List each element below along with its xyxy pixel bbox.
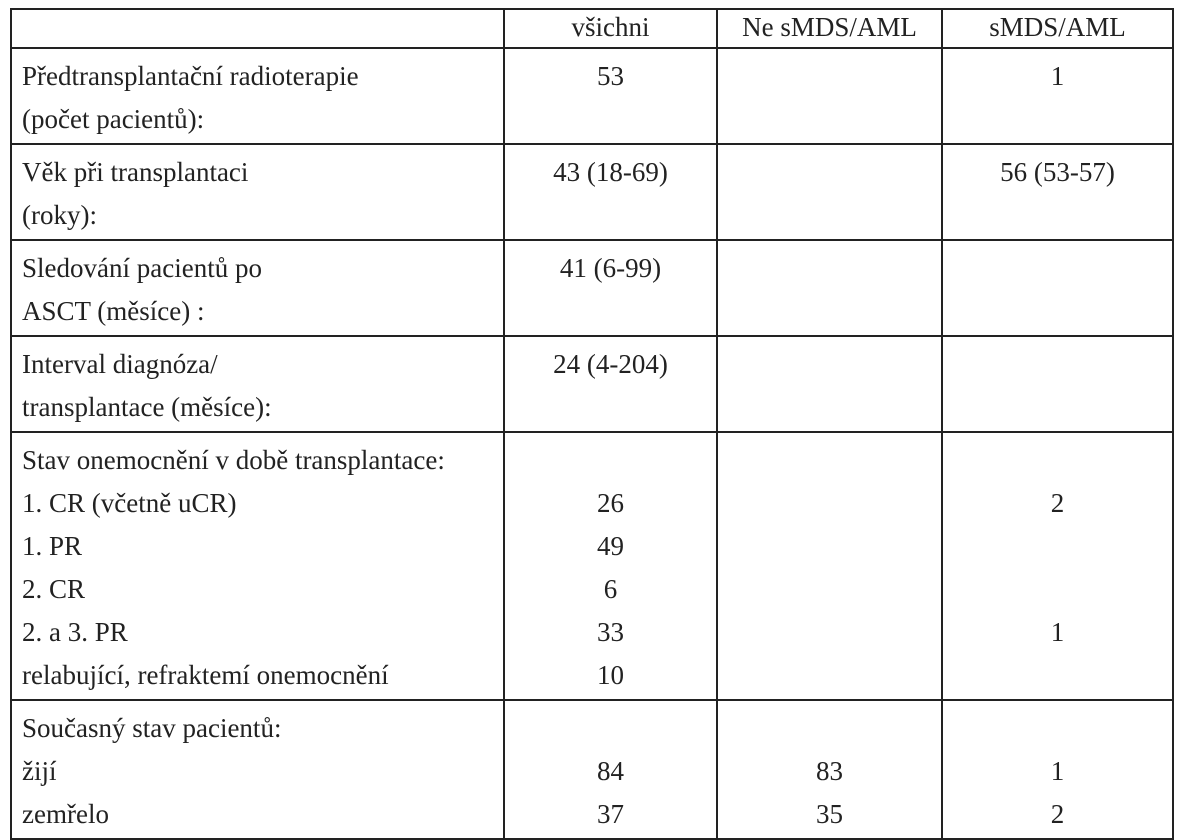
row-label-cell: [11, 432, 504, 700]
header-cell-smds-aml: sMDS/AML: [942, 9, 1173, 48]
value-line: [718, 611, 941, 654]
value-cell-smds-aml: [942, 700, 1173, 839]
table-row: [11, 240, 1173, 336]
value-line: [718, 439, 941, 482]
row-label-line: Sledování pacientů po: [22, 253, 262, 283]
value-line: [718, 194, 941, 237]
row-label-line: relabující, refraktemí onemocnění: [22, 660, 389, 690]
row-label-line: Věk při transplantaci: [22, 157, 249, 187]
value-line: 33: [597, 617, 624, 647]
table-row: [11, 432, 1173, 700]
value-line: [505, 98, 716, 141]
header-cell-ne-smds-aml: Ne sMDS/AML: [717, 9, 942, 48]
row-label-line: 1. CR (včetně uCR): [22, 488, 237, 518]
value-line: [718, 707, 941, 750]
row-label-line: (počet pacientů):: [22, 104, 205, 134]
value-line: [505, 439, 716, 482]
value-line: [718, 482, 941, 525]
row-label-line: ASCT (měsíce) :: [22, 296, 205, 326]
value-cell-vsichni: [504, 336, 717, 432]
value-cell-ne-smds-aml: [717, 144, 942, 240]
value-line: 2: [1050, 799, 1065, 829]
value-line: [505, 194, 716, 237]
value-cell-smds-aml: [942, 48, 1173, 144]
value-line: 41 (6-99): [559, 253, 662, 283]
row-label-cell: [11, 48, 504, 144]
value-line: [943, 525, 1172, 568]
value-line: [718, 151, 941, 194]
row-label-cell: [11, 336, 504, 432]
row-label-line: Předtransplantační radioterapie: [22, 61, 359, 91]
value-line: 1: [1050, 756, 1065, 786]
value-cell-ne-smds-aml: [717, 240, 942, 336]
row-label-cell: [11, 700, 504, 839]
value-line: [718, 247, 941, 290]
value-cell-vsichni: [504, 144, 717, 240]
row-label-line: 1. PR: [22, 531, 83, 561]
row-label-line: Současný stav pacientů:: [22, 713, 282, 743]
value-line: [718, 654, 941, 697]
row-label-line: 2. a 3. PR: [22, 617, 128, 647]
row-label-line: žijí: [22, 756, 57, 786]
value-line: [505, 290, 716, 333]
value-cell-vsichni: [504, 432, 717, 700]
value-cell-ne-smds-aml: [717, 336, 942, 432]
value-line: 24 (4-204): [553, 349, 668, 379]
value-line: [943, 247, 1172, 290]
header-cell-vsichni: všichni: [504, 9, 717, 48]
value-line: [943, 290, 1172, 333]
value-line: 10: [597, 660, 624, 690]
value-cell-smds-aml: [942, 432, 1173, 700]
value-line: 37: [597, 799, 624, 829]
value-line: [943, 654, 1172, 697]
value-line: [943, 98, 1172, 141]
row-label-line: Interval diagnóza/: [22, 349, 218, 379]
value-line: [943, 568, 1172, 611]
value-line: [718, 343, 941, 386]
value-cell-smds-aml: [942, 336, 1173, 432]
value-line: [943, 343, 1172, 386]
value-cell-smds-aml: [942, 144, 1173, 240]
value-line: [718, 55, 941, 98]
value-line: [718, 386, 941, 429]
value-line: [718, 525, 941, 568]
value-line: [943, 386, 1172, 429]
table-container: [10, 8, 1174, 840]
value-cell-smds-aml: [942, 240, 1173, 336]
row-label-line: Stav onemocnění v době transplantace:: [22, 445, 445, 475]
value-cell-vsichni: [504, 48, 717, 144]
row-label-cell: [11, 144, 504, 240]
value-line: 43 (18-69): [553, 157, 668, 187]
value-line: 83: [816, 756, 843, 786]
value-line: 35: [816, 799, 843, 829]
header-row: [11, 9, 1173, 48]
value-line: 1: [1050, 61, 1065, 91]
value-line: 1: [1050, 617, 1065, 647]
value-line: [718, 290, 941, 333]
table-row: [11, 48, 1173, 144]
data-table: [10, 8, 1174, 840]
row-label-line: 2. CR: [22, 574, 86, 604]
value-line: [718, 568, 941, 611]
value-line: [718, 98, 941, 141]
value-cell-ne-smds-aml: [717, 48, 942, 144]
row-label-line: (roky):: [22, 200, 97, 230]
value-line: 26: [597, 488, 624, 518]
value-line: 2: [1050, 488, 1065, 518]
row-label-line: transplantace (měsíce):: [22, 392, 272, 422]
value-line: [943, 439, 1172, 482]
table-row: [11, 144, 1173, 240]
table-row: [11, 336, 1173, 432]
value-line: [505, 386, 716, 429]
row-label-cell: [11, 240, 504, 336]
value-cell-ne-smds-aml: [717, 432, 942, 700]
value-line: 6: [603, 574, 618, 604]
table-row: [11, 700, 1173, 839]
value-line: 84: [597, 756, 624, 786]
value-line: 49: [597, 531, 624, 561]
value-line: [943, 707, 1172, 750]
value-cell-vsichni: [504, 700, 717, 839]
value-line: 53: [597, 61, 624, 91]
value-line: 56 (53-57): [1000, 157, 1115, 187]
header-cell-empty: [11, 9, 504, 48]
value-line: [505, 707, 716, 750]
value-cell-ne-smds-aml: [717, 700, 942, 839]
value-line: [943, 194, 1172, 237]
row-label-line: zemřelo: [22, 799, 109, 829]
value-cell-vsichni: [504, 240, 717, 336]
